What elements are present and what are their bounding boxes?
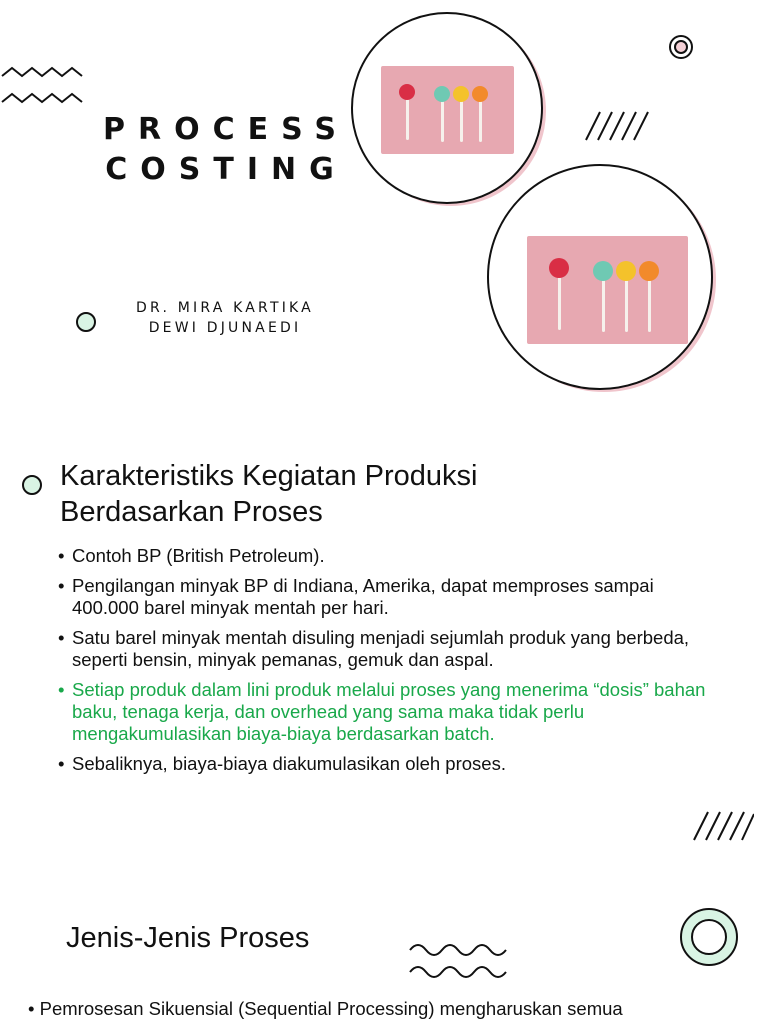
title-line-2: COSTING xyxy=(105,152,347,187)
heading-line-2: Berdasarkan Proses xyxy=(60,496,323,528)
bullet-item-partial: • Pemrosesan Sikuensial (Sequential Processing) mengharuskan semua xyxy=(28,998,623,1019)
bullet-item: • Contoh BP (British Petroleum). xyxy=(58,545,708,567)
author-line-1: DR. MIRA KARTIKA xyxy=(136,300,314,316)
wave-decoration xyxy=(408,938,512,980)
lollipop-photo-top xyxy=(381,66,514,154)
slide-title xyxy=(96,110,356,190)
bullet-item: • Sebaliknya, biaya-biaya diakumulasikan oleh proses. xyxy=(58,753,708,775)
slide-heading: Jenis-Jenis Proses xyxy=(66,922,310,954)
green-ring-icon xyxy=(676,904,742,970)
zigzag-decoration xyxy=(0,64,84,112)
author-line-2: DEWI DJUNAEDI xyxy=(148,320,302,336)
hatch-decoration xyxy=(692,808,754,842)
bullet-item: • Pengilangan minyak BP di Indiana, Amerika, dapat memproses sampai 400.000 barel minyak mentah per hari. xyxy=(58,575,708,619)
title-line-1: PROCESS xyxy=(103,112,349,147)
bullet-text: Pemrosesan Sikuensial (Sequential Processing) mengharuskan semua xyxy=(39,998,623,1019)
ring-icon xyxy=(666,32,696,62)
title-slide xyxy=(0,0,768,440)
bullet-item-highlighted: • Setiap produk dalam lini produk melalui proses yang menerima “dosis” bahan baku, tenaga kerja, dan overhead yang sama maka tidak perlu mengakumulasikan biaya-biaya berdasarkan batch. xyxy=(58,679,708,745)
hatch-decoration xyxy=(582,110,652,142)
slide-heading xyxy=(60,458,720,530)
lollipop-photo-bottom xyxy=(527,236,688,344)
green-circle-icon xyxy=(74,310,98,334)
heading-line-1: Karakteristiks Kegiatan Produksi xyxy=(60,460,478,492)
green-circle-icon xyxy=(20,473,44,497)
bullet-item: • Satu barel minyak mentah disuling menjadi sejumlah produk yang berbeda, seperti bensin, minyak pemanas, gemuk dan aspal. xyxy=(58,627,708,671)
bullet-list xyxy=(58,545,708,783)
author-name xyxy=(110,298,340,338)
partial-slide xyxy=(0,860,768,1024)
content-slide xyxy=(0,440,768,860)
